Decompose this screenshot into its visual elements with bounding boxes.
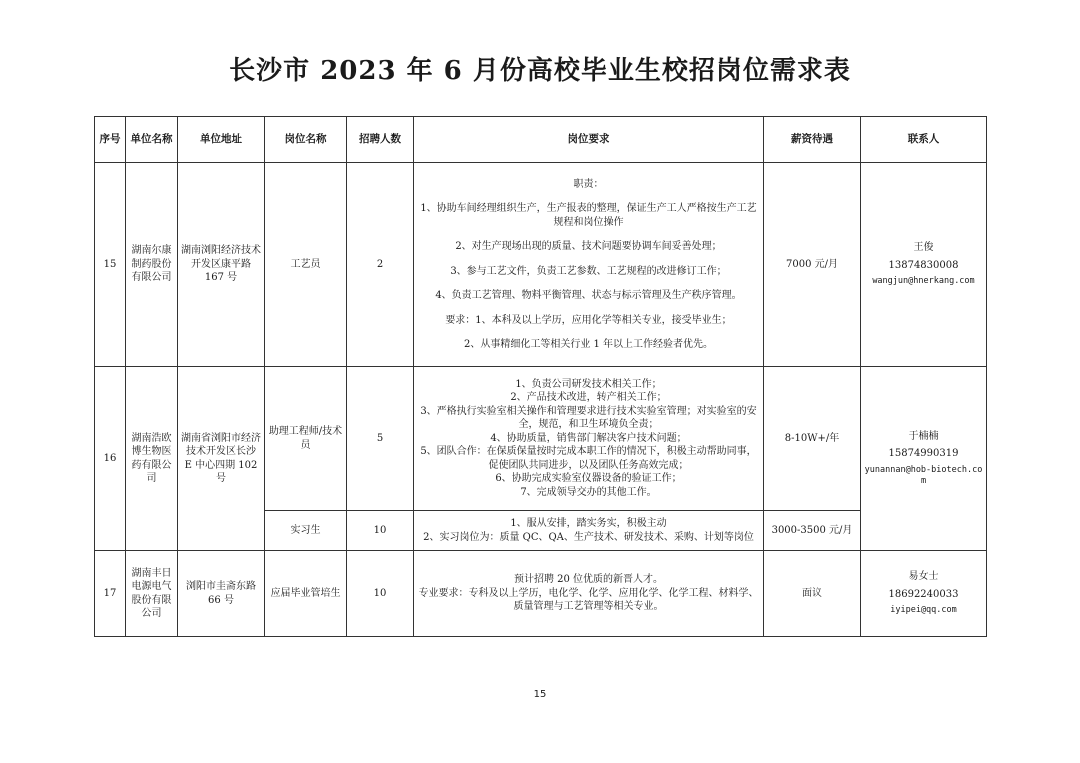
contact-name: 于楠楠 (908, 430, 939, 442)
row-contact (861, 367, 987, 551)
row-address: 湖南浏阳经济技术开发区康平路 167 号 (178, 163, 265, 367)
row-seq: 17 (95, 551, 126, 637)
row-requirements (414, 163, 764, 367)
table-row (95, 367, 987, 511)
header-address: 单位地址 (178, 117, 265, 163)
table-row (95, 163, 987, 367)
row-position: 助理工程师/技术员 (265, 367, 347, 511)
row-requirements (414, 367, 764, 511)
row-company: 湖南丰日电源电气股份有限公司 (126, 551, 178, 637)
row-salary: 3000-3500 元/月 (764, 511, 861, 551)
row-seq: 15 (95, 163, 126, 367)
requirement-line: 要求：1、本科及以上学历，应用化学等相关专业，接受毕业生； (445, 314, 732, 326)
row-requirements (414, 511, 764, 551)
row-count: 10 (347, 551, 414, 637)
requirement-line: 1、服从安排，踏实务实，积极主动 (510, 518, 667, 529)
header-position: 岗位名称 (265, 117, 347, 163)
row-count: 2 (347, 163, 414, 367)
contact-phone: 18692240033 (888, 588, 959, 600)
requirement-line: 5、团队合作：在保质保量按时完成本职工作的情况下，积极主动帮助同事，促使团队共同进步，以及团队任务高效完成； (420, 446, 757, 471)
requirement-line: 7、完成领导交办的其他工作。 (520, 486, 657, 498)
page-title: 长沙市 2023 年 6 月份高校毕业生校招岗位需求表 (229, 56, 851, 86)
contact-phone: 13874830008 (888, 259, 959, 271)
header-requirements: 岗位要求 (414, 117, 764, 163)
row-salary: 7000 元/月 (764, 163, 861, 367)
requirement-line: 职责： (573, 178, 604, 190)
header-seq: 序号 (95, 117, 126, 163)
row-seq: 16 (95, 367, 126, 551)
requirement-line: 2、对生产现场出现的质量、技术问题要协调车间妥善处理； (455, 241, 722, 252)
requirement-line: 1、负责公司研发技术相关工作； (515, 378, 662, 390)
job-demand-table (94, 116, 987, 637)
requirement-line: 2、产品技术改进，转产相关工作； (510, 392, 667, 404)
requirement-line: 3、参与工艺文件，负责工艺参数、工艺规程的改进修订工作； (450, 265, 727, 277)
row-position: 实习生 (265, 511, 347, 551)
row-count: 10 (347, 511, 414, 551)
row-requirements (414, 551, 764, 637)
contact-email: yunannan@hob-biotech.com (864, 464, 983, 486)
row-company: 湖南尔康制药股份有限公司 (126, 163, 178, 367)
contact-name: 王俊 (913, 242, 934, 254)
requirement-line: 2、实习岗位为：质量 QC、QA、生产技术、研发技术、采购、计划等岗位 (423, 531, 754, 543)
requirement-line: 4、协助质量，销售部门解决客户技术问题； (490, 432, 687, 444)
row-position: 工艺员 (265, 163, 347, 367)
row-contact (861, 551, 987, 637)
header-contact: 联系人 (861, 117, 987, 163)
requirement-line: 2、从事精细化工等相关行业 1 年以上工作经验者优先。 (463, 339, 714, 350)
requirement-line: 4、负责工艺管理、物料平衡管理、状态与标示管理及生产秩序管理。 (435, 290, 742, 301)
row-salary: 8-10W+/年 (764, 367, 861, 511)
row-address: 湖南省浏阳市经济技术开发区长沙 E 中心四期 102 号 (178, 367, 265, 551)
requirement-line: 1、协助车间经理组织生产，生产报表的整理，保证生产工人严格按生产工艺规程和岗位操作 (420, 203, 757, 228)
row-company: 湖南浩欧博生物医药有限公司 (126, 367, 178, 551)
table-header-row (95, 117, 987, 163)
row-salary: 面议 (764, 551, 861, 637)
contact-name: 易女士 (908, 571, 939, 583)
row-contact (861, 163, 987, 367)
requirement-line: 3、严格执行实验室相关操作和管理要求进行技术实验室管理；对实验室的安全，规范，和卫生环境负全责； (420, 405, 757, 431)
page-number: 15 (533, 689, 547, 700)
contact-email: iyipei@qq.com (890, 605, 957, 616)
requirement-line: 6、协助完成实验室仪器设备的验证工作； (495, 473, 682, 485)
header-salary: 薪资待遇 (764, 117, 861, 163)
requirement-line: 预计招聘 20 位优质的新晋人才。 (513, 574, 664, 586)
header-company: 单位名称 (126, 117, 178, 163)
row-address: 浏阳市圭斋东路 66 号 (178, 551, 265, 637)
requirement-line: 专业要求：专科及以上学历，电化学、化学、应用化学、化学工程、材料学、质量管理与工艺管理等相关专业。 (418, 587, 759, 613)
row-position: 应届毕业管培生 (265, 551, 347, 637)
table-row (95, 551, 987, 637)
contact-email: wangjun@hnerkang.com (872, 276, 975, 287)
header-count: 招聘人数 (347, 117, 414, 163)
row-count: 5 (347, 367, 414, 511)
contact-phone: 15874990319 (888, 448, 959, 460)
